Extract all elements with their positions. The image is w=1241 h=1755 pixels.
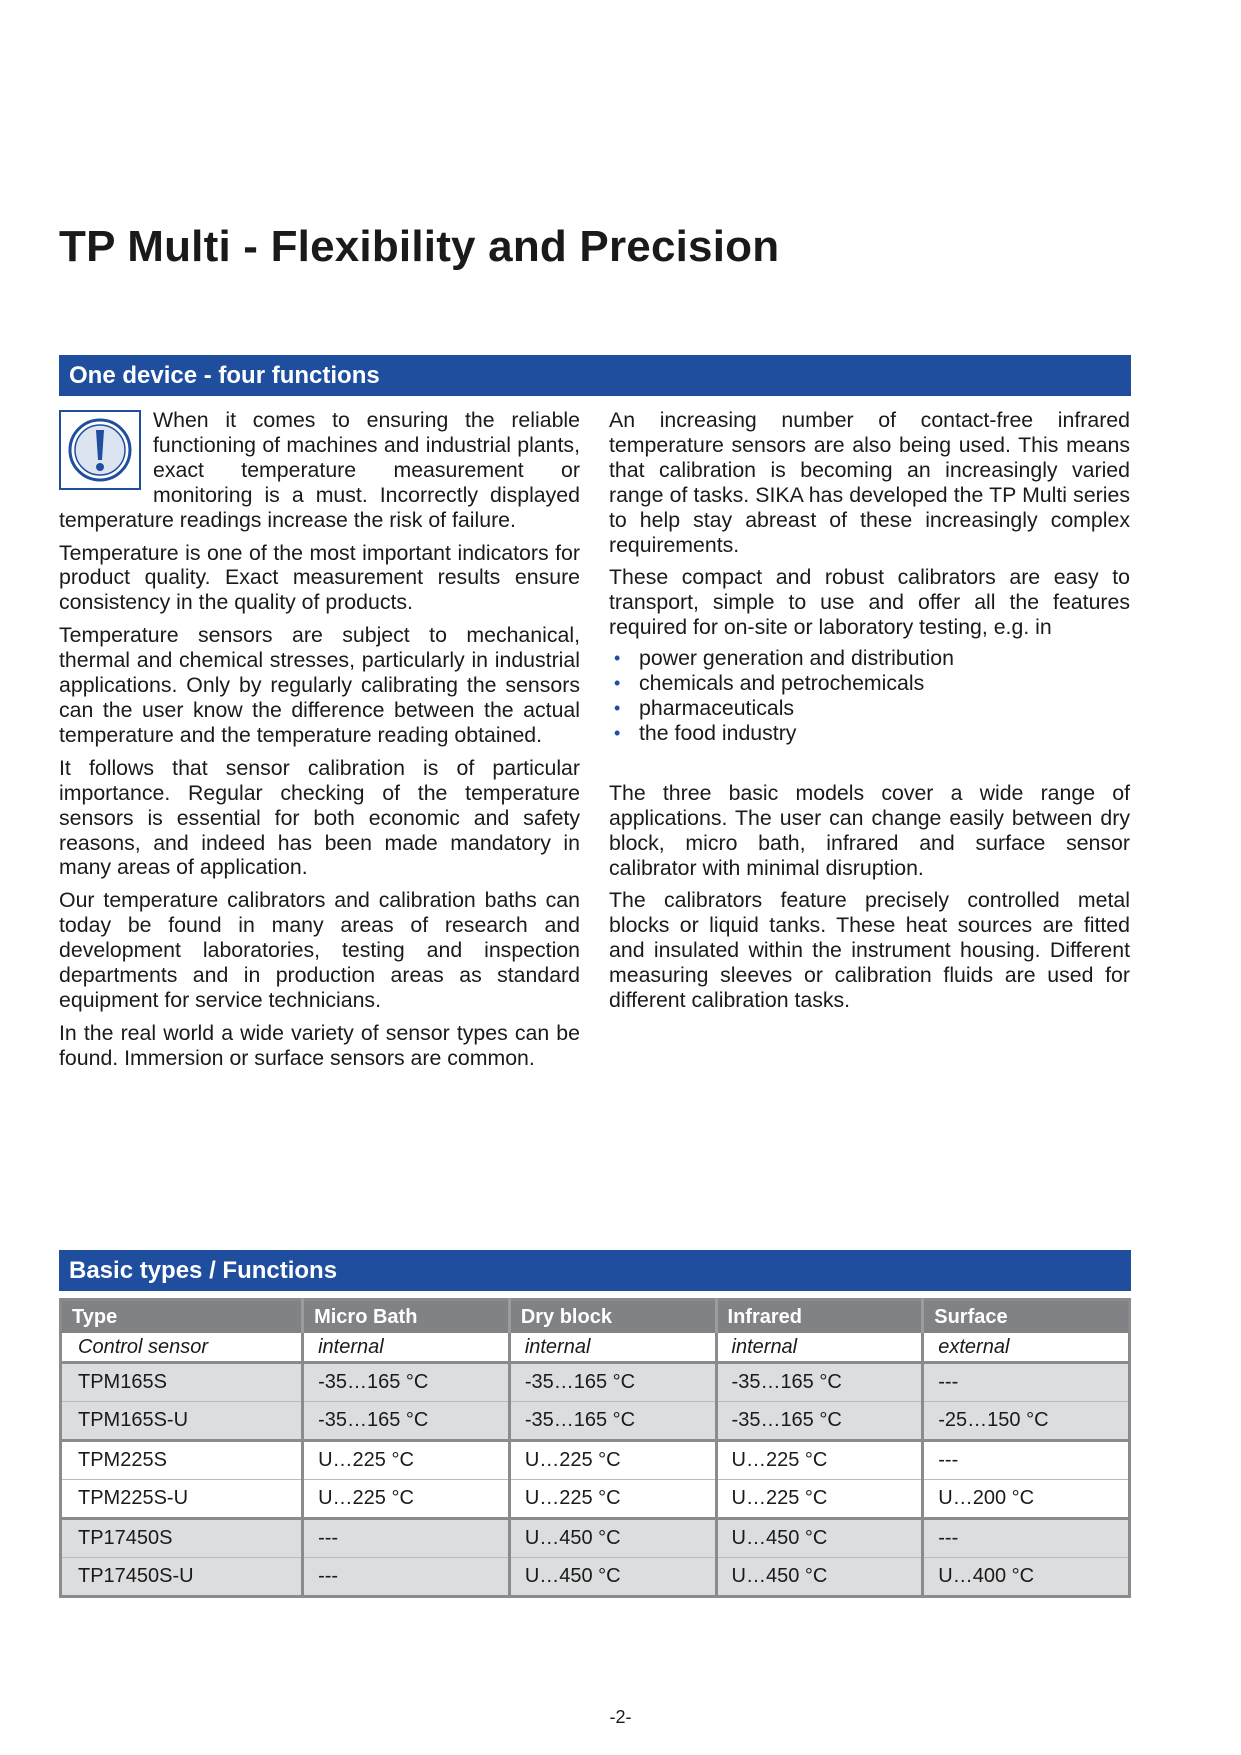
- paragraph: When it comes to ensuring the reliable functioning of machines and industrial plants, exact temperature measurement or monitoring is a must. Incorrectly displayed temperature readings increase the risk of failure.: [59, 408, 580, 532]
- paragraph: These compact and robust calibrators are easy to transport, simple to use and offer all the features required for on-site or laboratory testing, e.g. in: [609, 565, 1130, 640]
- table-cell: internal: [509, 1333, 716, 1363]
- section-heading-functions: One device - four functions: [59, 355, 1131, 396]
- column-header: Type: [61, 1300, 303, 1334]
- paragraph: Temperature is one of the most important indicators for product quality. Exact measurement results ensure consistency in the quality of products.: [59, 540, 580, 615]
- table-cell: -35…165 °C: [303, 1363, 510, 1402]
- column-header: Surface: [923, 1300, 1130, 1334]
- right-column: [609, 408, 1130, 1021]
- table-cell: Control sensor: [61, 1333, 303, 1363]
- table-cell: ---: [303, 1519, 510, 1558]
- paragraph: An increasing number of contact-free infrared temperature sensors are also being used. This means that calibration is becoming an increasingly varied range of tasks. SIKA has developed the TP Multi series to help stay abreast of these increasingly complex requirements.: [609, 408, 1130, 557]
- paragraph: The calibrators feature precisely controlled metal blocks or liquid tanks. These heat sources are fitted and insulated within the instrument housing. Different measuring sleeves or calibration fluids are used for different calibration tasks.: [609, 888, 1130, 1013]
- table-cell: U…225 °C: [303, 1480, 510, 1519]
- table-cell: ---: [923, 1519, 1130, 1558]
- paragraph: The three basic models cover a wide range of applications. The user can change easily between dry block, micro bath, infrared and surface sensor calibrator with minimal disruption.: [609, 780, 1130, 880]
- table-cell: internal: [716, 1333, 923, 1363]
- table-cell: U…400 °C: [923, 1558, 1130, 1597]
- table-cell: -35…165 °C: [716, 1402, 923, 1441]
- table-cell: U…225 °C: [716, 1441, 923, 1480]
- column-header: Infrared: [716, 1300, 923, 1334]
- table-cell: TPM225S-U: [61, 1480, 303, 1519]
- paragraph: It follows that sensor calibration is of particular importance. Regular checking of the temperature sensors is essential for both economic and safety reasons, and indeed has been made mandatory in many areas of application.: [59, 755, 580, 880]
- table-cell: ---: [923, 1441, 1130, 1480]
- list-item: • power generation and distribution: [609, 646, 1130, 671]
- table-row: [61, 1519, 1130, 1558]
- table-cell: -35…165 °C: [716, 1363, 923, 1402]
- table-header-row: [61, 1300, 1130, 1334]
- table-cell: TPM225S: [61, 1441, 303, 1480]
- paragraph: In the real world a wide variety of sensor types can be found. Immersion or surface sensors are common.: [59, 1020, 580, 1070]
- table-cell: ---: [303, 1558, 510, 1597]
- table-row: [61, 1402, 1130, 1441]
- list-item: • the food industry: [609, 721, 1130, 746]
- table-cell: U…450 °C: [716, 1558, 923, 1597]
- table-cell: -35…165 °C: [509, 1402, 716, 1441]
- list-item: • pharmaceuticals: [609, 696, 1130, 721]
- table-cell: external: [923, 1333, 1130, 1363]
- table-cell: -35…165 °C: [509, 1363, 716, 1402]
- table-cell: TP17450S: [61, 1519, 303, 1558]
- table-cell: ---: [923, 1363, 1130, 1402]
- table-cell: TPM165S-U: [61, 1402, 303, 1441]
- column-header: Dry block: [509, 1300, 716, 1334]
- page-title: TP Multi - Flexibility and Precision: [59, 222, 780, 271]
- section-heading-types: Basic types / Functions: [59, 1250, 1131, 1291]
- list-item: • chemicals and petrochemicals: [609, 671, 1130, 696]
- application-list: [609, 646, 1130, 746]
- table-cell: -25…150 °C: [923, 1402, 1130, 1441]
- table-cell: U…225 °C: [303, 1441, 510, 1480]
- table-cell: TPM165S: [61, 1363, 303, 1402]
- exclamation-warning-icon: [63, 414, 137, 486]
- table-cell: U…450 °C: [509, 1558, 716, 1597]
- table-row: [61, 1441, 1130, 1480]
- table-cell: U…450 °C: [716, 1519, 923, 1558]
- table-cell: U…450 °C: [509, 1519, 716, 1558]
- types-table: [59, 1298, 1131, 1598]
- table-cell: U…225 °C: [509, 1480, 716, 1519]
- table-row: [61, 1558, 1130, 1597]
- left-column: [59, 408, 580, 1079]
- table-cell: U…200 °C: [923, 1480, 1130, 1519]
- page-number: -2-: [609, 1707, 632, 1727]
- table-row: [61, 1363, 1130, 1402]
- column-header: Micro Bath: [303, 1300, 510, 1334]
- table-row: [61, 1480, 1130, 1519]
- control-sensor-row: [61, 1333, 1130, 1363]
- table-cell: -35…165 °C: [303, 1402, 510, 1441]
- warning-box: [59, 410, 141, 490]
- table-cell: internal: [303, 1333, 510, 1363]
- paragraph: Our temperature calibrators and calibration baths can today be found in many areas of research and development laboratories, testing and inspection departments and in production areas as standard equipment for service technicians.: [59, 888, 580, 1012]
- table-cell: TP17450S-U: [61, 1558, 303, 1597]
- table-cell: U…225 °C: [509, 1441, 716, 1480]
- paragraph: Temperature sensors are subject to mechanical, thermal and chemical stresses, particularly in industrial applications. Only by regularly calibrating the sensors can the user know the difference between the actual temperature and the temperature reading obtained.: [59, 623, 580, 747]
- table-cell: U…225 °C: [716, 1480, 923, 1519]
